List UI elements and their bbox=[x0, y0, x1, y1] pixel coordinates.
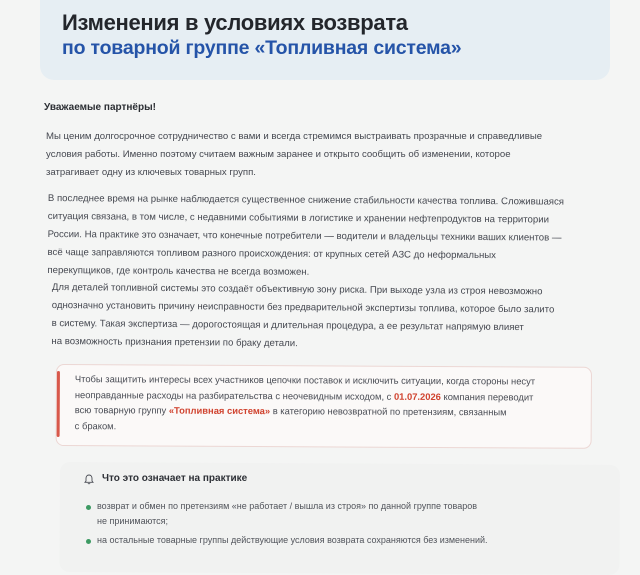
paragraph-line: перекупщиков, где контроль качества не всегда возможен. bbox=[47, 264, 310, 278]
bullet-line: на остальные товарные группы действующие условия возврата сохраняются без изменений. bbox=[97, 535, 488, 545]
paragraph-line: Для деталей топливной системы это создаёт объективную зону риска. При выходе узла из строя невозможно bbox=[51, 281, 543, 298]
bell-icon bbox=[84, 474, 94, 485]
paragraph-line: всё чаще заправляются топливом разного происхождения: от крупных сетей АЗС до неформальных bbox=[47, 246, 497, 262]
paragraph-intro bbox=[46, 128, 542, 182]
bullet-line: возврат и обмен по претензиям «не работает / вышла из строя» по данной группе товаров bbox=[97, 501, 478, 511]
bullet-dot bbox=[86, 505, 91, 510]
paragraph-line: на возможность признания претензии по браку детали. bbox=[51, 335, 298, 350]
bullet-line: не принимаются; bbox=[97, 516, 169, 526]
notice-line bbox=[75, 402, 535, 420]
greeting: Уважаемые партнёры! bbox=[44, 102, 156, 113]
practice-bullet bbox=[97, 533, 488, 548]
paragraph-line: В последнее время на рынке наблюдается существенное снижение стабильности качества топлива. Сложившаяся bbox=[47, 192, 565, 208]
product-group-name: «Топливная система» bbox=[168, 404, 271, 417]
practice-bullet bbox=[97, 499, 477, 529]
paragraph-line: затрагивает одну из ключевых товарных групп. bbox=[46, 167, 256, 178]
notice-text-segment: в категорию невозвратной по претензиям, связанным bbox=[270, 405, 507, 418]
bullet-dot bbox=[86, 539, 91, 544]
paragraph-line: ситуация связана, в том числе, с недавними событиями в логистике и хранении нефтепродуктов на территории bbox=[47, 210, 550, 226]
notice-text-segment: всю товарную группу bbox=[74, 404, 169, 416]
page-subtitle: по товарной группе «Топливная система» bbox=[62, 37, 462, 59]
practice-heading: Что это означает на практике bbox=[102, 473, 248, 484]
notice-text-segment: компания переводит bbox=[440, 390, 534, 402]
paragraph-line: в систему. Такая экспертиза — дорогостоящая и длительная процедура, а ее результат напрямую влияет bbox=[51, 317, 524, 334]
effective-date: 01.07.2026 bbox=[393, 390, 441, 402]
paragraph-line: условия работы. Именно поэтому считаем важным заранее и открыто сообщить об изменении, которое bbox=[46, 149, 511, 160]
paragraph-risk bbox=[51, 279, 554, 355]
paragraph-line: Мы ценим долгосрочное сотрудничество с вами и всегда стремимся выстраивать прозрачные и справедливые bbox=[46, 131, 543, 142]
notice-callout bbox=[56, 364, 592, 449]
notice-line: Чтобы защитить интересы всех участников цепочки поставок и исключить ситуации, когда стороны несут bbox=[74, 373, 536, 387]
paragraph-market bbox=[47, 190, 564, 284]
paragraph-line: однозначно установить причину неисправности без предварительной экспертизы топлива, которое было залито bbox=[51, 299, 555, 316]
notice-accent-bar bbox=[57, 371, 60, 437]
notice-text bbox=[75, 371, 536, 435]
paragraph-line: России. На практике это означает, что конечные потребители — водители и владельцы техники ваших клиентов — bbox=[47, 228, 562, 244]
notice-line: с браком. bbox=[74, 419, 117, 431]
page-title: Изменения в условиях возврата bbox=[62, 10, 408, 35]
notice-text-segment: неоправданные расходы на разбирательства с неочевидным исходом, с bbox=[74, 388, 395, 402]
